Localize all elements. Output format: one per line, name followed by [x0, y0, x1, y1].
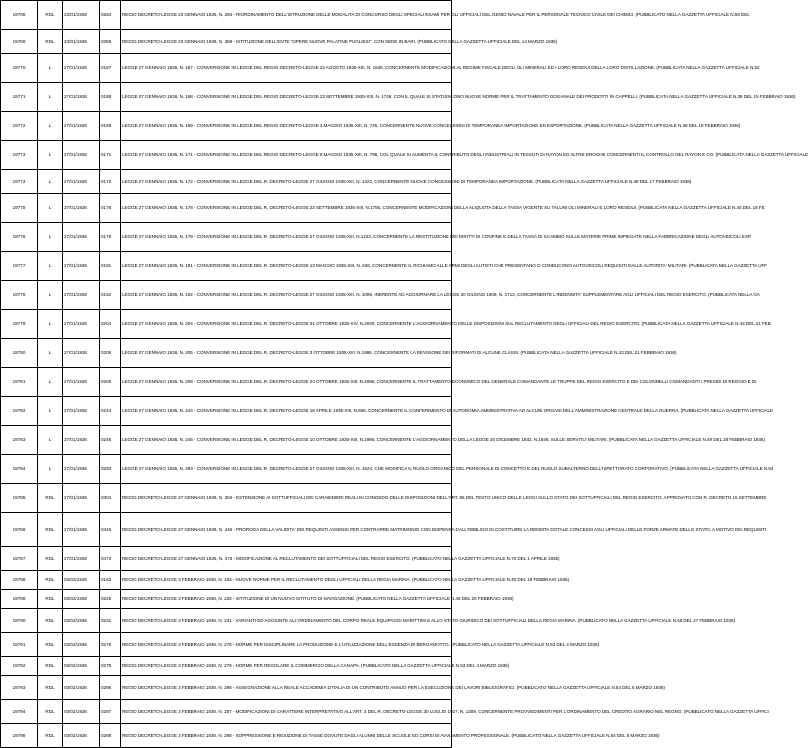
entry-number: 19785: [1, 484, 38, 513]
act-number: 0204: [100, 310, 121, 339]
act-date: 23/01/1936: [63, 1, 100, 30]
act-description: REGIO DECRETO-LEGGE 27 GENNAIO 1936, N. 473 - MODIFICAZIONE AL RECLUTAMENTO DEI SOTTUFFICIALI DEL REGIO ESERCITO. (PUBBLICATO NELLA GAZZETTA UFFICIALE N.70 DEL 1 APRILE 1936): [121, 547, 452, 571]
entry-number: 19772: [1, 112, 38, 141]
act-date: 27/01/1936: [63, 513, 100, 547]
table-row: [1, 676, 452, 700]
act-description: LEGGE 27 GENNAIO 1936, N. 191 - CONVERSIONE IN LEGGE DEL R. DECRETO-LEGGE 13 MAGGIO 1935-XIII, N. 636, CONCERNENTE IL RICHIAMO ALLE ARMI DEGLI AUTISTI CHE PRESENTANO O CONDUCONO AUTOVEICOLI REQUISITI DALLE AUTORITA' MILITARI. (PUBBLICATA NELLA GAZZETTA UFF: [121, 252, 452, 281]
entry-number: 19769: [1, 30, 38, 54]
act-date: 03/02/1936: [63, 609, 100, 633]
act-date: 27/01/1936: [63, 455, 100, 484]
table-row: [1, 368, 452, 397]
act-number: 0188: [100, 83, 121, 112]
entry-number: 19783: [1, 426, 38, 455]
table-row: [1, 54, 452, 83]
act-description: LEGGE 27 GENNAIO 1936, N. 204 - CONVERSIONE IN LEGGE DEL R. DECRETO-LEGGE 31 OTTOBRE 1935-XIV, N.2030, CONCERNENTE L'AGGIORNAMENTO DELLE DISPOSIZIONI SUL RECLUTAMENTO DEGLI UFFICIALI DEL REGIO ESERCITO. (PUBBLICATA NELLA GAZZETTA UFFICIALE N.43 DEL 21 FEB: [121, 310, 452, 339]
act-number: 0179: [100, 223, 121, 252]
act-type: RDL: [38, 724, 63, 748]
table-row: [1, 83, 452, 112]
act-description: REGIO DECRETO-LEGGE 3 FEBBRAIO 1936, N. 279 - NORME PER REGOLARE IL COMMERCIO DELLA CANAPA. (PUBBLICATO NELLA GAZZETTA UFFICIALE N.53 DEL 4 MARZO 1936): [121, 657, 452, 676]
table-row: [1, 141, 452, 170]
act-type: L: [38, 339, 63, 368]
act-date: 27/01/1936: [63, 54, 100, 83]
act-date: 03/02/1936: [63, 571, 100, 590]
act-type: RDL: [38, 513, 63, 547]
act-description: REGIO DECRETO-LEGGE 23 GENNAIO 1936, N. 359 - ISTITUZIONE DELL'ENTE "OPERE NUOVE PALATINE PUGLIESI", CON SEDE IN BARI. (PUBBLICATO NELLA GAZZETTA UFFICIALE DEL 14 MARZO 1936): [121, 30, 452, 54]
entry-number: 19778: [1, 281, 38, 310]
table-row: [1, 700, 452, 724]
entry-number: 19787: [1, 547, 38, 571]
act-description: REGIO DECRETO-LEGGE 27 GENNAIO 1936, N. 446 - PROROGA DELLA VALIDITA' DEI REQUISITI ASSENSI PER CONTRARRE MATRIMONIO CON DISPENSA DALL'OBBLIGO DI COSTITUIRE LA RENDITA DOTALE CONCESSI AGLI UFFICIALI DELLE FORZE ARMATE DELLO STATO, A MOTIVO DEI REQUISITI: [121, 513, 452, 547]
entry-number: 19771: [1, 83, 38, 112]
act-date: 03/02/1936: [63, 724, 100, 748]
act-description: LEGGE 27 GENNAIO 1936, N. 188 - CONVERSIONE IN LEGGE DEL REGIO DECRETO-LEGGE 23 SETTEMBRE 1935-XIII, N. 1746, CON IL QUALE SI STATUISCONO NUOVE NORME PER IL TRATTAMENTO DOGANALE DEI PRODOTTI IN CAPPELLI. (PUBBLICATA NELLA GAZZETTA UFFICIALE N.38 DEL 15 FEBBRAIO 1936): [121, 83, 452, 112]
act-type: L: [38, 426, 63, 455]
entry-number: 19775: [1, 194, 38, 223]
act-date: 27/01/1936: [63, 397, 100, 426]
act-number: 0192: [100, 281, 121, 310]
table-row: [1, 223, 452, 252]
act-type: L: [38, 54, 63, 83]
act-number: 0287: [100, 700, 121, 724]
act-type: RDL: [38, 30, 63, 54]
act-type: RDL: [38, 1, 63, 30]
entry-number: 19792: [1, 657, 38, 676]
act-description: REGIO DECRETO-LEGGE 27 GENNAIO 1936, N. 304 - ESTENSIONE AI SOTTUFFICIALI DEI CARABINIERI REALI IN CONGEDO DELLE DISPOSIZIONI DELL'ART. 86 DEL TESTO UNICO DELLE LEGGI SULLO STATO DEI SOTTUFFICIALI DEL REGIO ESERCITO, APPROVATO CON R. DECRETO 15 SETTEMBRE: [121, 484, 452, 513]
act-description: LEGGE 27 GENNAIO 1936, N. 293 - CONVERSIONE IN LEGGE DEL R. DECRETO-LEGGE 27 GIUGNO 1935-XIII, N. 1524, CHE MODIFICA IL RUOLO ORGANICO DEL PERSONALE DI CONCETTO E DEL RUOLO SUBALTERNO DELL'ISPETTORATO CORPORATIVO. (PUBBLICATA NELLA GAZZETTA UFFICIALE N.54: [121, 455, 452, 484]
entry-number: 19776: [1, 223, 38, 252]
table-row: [1, 170, 452, 194]
entry-number: 19790: [1, 609, 38, 633]
act-number: 0191: [100, 252, 121, 281]
act-date: 27/01/1936: [63, 141, 100, 170]
table-row: [1, 609, 452, 633]
act-description: LEGGE 27 GENNAIO 1936, N. 205 - CONVERSIONE IN LEGGE DEL R. DECRETO-LEGGE 3 OTTOBRE 1935-XIII, N.1986, CONCERNENTE LA REVISIONE DEI RIFORMATI DI ALCUNE CLASSI. (PUBBLICATA NELLA GAZZETTA UFFICIALE N.43 DEL 21 FEBBRAIO 1936): [121, 339, 452, 368]
table-row: [1, 252, 452, 281]
act-date: 27/01/1936: [63, 310, 100, 339]
act-number: 0206: [100, 368, 121, 397]
act-number: 0169: [100, 112, 121, 141]
act-type: RDL: [38, 700, 63, 724]
table-row: [1, 281, 452, 310]
act-number: 0225: [100, 590, 121, 609]
act-type: L: [38, 455, 63, 484]
act-type: RDL: [38, 590, 63, 609]
entry-number: 19782: [1, 397, 38, 426]
entry-number: 19770: [1, 54, 38, 83]
act-number: 0183: [100, 571, 121, 590]
act-date: 03/02/1936: [63, 657, 100, 676]
act-date: 03/02/1936: [63, 700, 100, 724]
entry-number: 19774: [1, 170, 38, 194]
act-date: 23/01/1936: [63, 30, 100, 54]
entry-number: 19794: [1, 700, 38, 724]
table-row: [1, 513, 452, 547]
act-date: 27/01/1936: [63, 368, 100, 397]
act-description: REGIO DECRETO-LEGGE 3 FEBBRAIO 1936, N. 276 - NORME PER DISCIPLINARE LA PRODUZIONE E L'UTILIZZAZIONE DELL'ESSENZA DI BERGAMOTTO. (PUBBLICATO NELLA GAZZETTA UFFICIALE N.53 DEL 4 MARZO 1936): [121, 633, 452, 657]
act-description: REGIO DECRETO-LEGGE 3 FEBBRAIO 1936, N. 225 - ISTITUZIONE DI UN NUOVO ISTITUTO DI NAVIGAZIONE. (PUBBLICATO NELLA GAZZETTA UFFICIALE N.46 DEL 25 FEBBRAIO 1936): [121, 590, 452, 609]
entry-number: 19789: [1, 590, 38, 609]
act-type: L: [38, 281, 63, 310]
table-row: [1, 547, 452, 571]
table-row: [1, 571, 452, 590]
act-description: REGIO DECRETO-LEGGE 3 FEBBRAIO 1936, N. 286 - ASSEGNAZIONE ALLA REALE ACCADEMIA D'ITALIA DI UN CONTRIBUTO ANNUO PER LA ESECUZIONE DEI LAVORI BIBLIOGRAFICI. (PUBBLICATO NELLA GAZZETTA UFFICIALE N.54 DEL 5 MARZO 1936): [121, 676, 452, 700]
act-description: REGIO DECRETO-LEGGE 3 FEBBRAIO 1936, N. 287 - MODIFICAZIONI DI CARATTERE INTERPRETATIVO ALL'ART. 2 DEL R. DECRETO-LEGGE 30 LUGLIO 1927, N. 1309, CONCERNENTE PROVVEDIMENTI PER L'ORDINAMENTO DEL CREDITO AGRARIO NEL REGNO. (PUBBLICATO NELLA GAZZETTA UFFICI: [121, 700, 452, 724]
act-date: 03/02/1936: [63, 590, 100, 609]
act-date: 03/02/1936: [63, 676, 100, 700]
entry-number: 19777: [1, 252, 38, 281]
entry-number: 19773: [1, 141, 38, 170]
table-row: [1, 455, 452, 484]
act-number: 0286: [100, 676, 121, 700]
act-type: RDL: [38, 571, 63, 590]
act-number: 0246: [100, 426, 121, 455]
act-description: LEGGE 27 GENNAIO 1936, N. 187 - CONVERSIONE IN LEGGE DEL REGIO DECRETO-LEGGE 23 AGOSTO 1935-XIII, N. 1536, CONCERNENTE MODIFICAZIONI AL REGIME FISCALE DEGLI OLI MINERALI ED I LORO RESIDUI DELLA LORO DISTILLAZIONE. (PUBBLICATA NELLA GAZZETTA UFFICIALE N.52: [121, 54, 452, 83]
act-date: 27/01/1936: [63, 194, 100, 223]
table-row: [1, 310, 452, 339]
table-row: [1, 426, 452, 455]
act-number: 0171: [100, 141, 121, 170]
act-description: LEGGE 27 GENNAIO 1936, N. 206 - CONVERSIONE IN LEGGE DEL R. DECRETO-LEGGE 24 OTTOBRE 1935-XIII, N.2096, CONCERNENTE IL TRATTAMENTO ECONOMICO DEL GENERALE COMANDANTE LE TRUPPE DEL REGIO ESERCITO E DEI COLONNELLI COMANDANTI I PRESIDI DI REGGIO E DI: [121, 368, 452, 397]
act-number: 0284: [100, 1, 121, 30]
act-number: 0359: [100, 30, 121, 54]
act-description: LEGGE 27 GENNAIO 1936, N. 171 - CONVERSIONE IN LEGGE DEL REGIO DECRETO-LEGGE 9 MAGGIO 1935-XIII, N. 796, COL QUALE SI AUMENTA IL CONTRIBUTO DEGLI INDUSTRIALI IN TESSUTI DI RAYON ED ALTRE DROGHE CONCERNENTI IL CONTROLLO DEL RAYON E CO. (PUBBLICATA NELLA GAZZETTA UFFICIALE: [121, 141, 452, 170]
act-description: LEGGE 27 GENNAIO 1936, N. 192 - CONVERSIONE IN LEGGE DEL R. DECRETO-LEGGE 27 GIUGNO 1935-XIII, N. 1096, INERENTE AD AGGIORNARE LA LEGGE 20 GIUGNO 1909, N. 1713, CONCERNENTE L'INDENNITA' SUPPLEMENTARE AGLI UFFICIALI DEL REGIO ESERCITO. (PUBBLICATA NELLA GA: [121, 281, 452, 310]
act-date: 27/01/1936: [63, 170, 100, 194]
act-type: L: [38, 223, 63, 252]
table-row: [1, 194, 452, 223]
entry-number: 19779: [1, 310, 38, 339]
act-number: 0187: [100, 54, 121, 83]
act-type: L: [38, 141, 63, 170]
act-type: L: [38, 368, 63, 397]
table-row: [1, 339, 452, 368]
act-number: 0293: [100, 455, 121, 484]
act-date: 27/01/1936: [63, 484, 100, 513]
act-date: 03/02/1936: [63, 633, 100, 657]
act-type: RDL: [38, 547, 63, 571]
act-number: 0231: [100, 609, 121, 633]
act-date: 27/01/1936: [63, 281, 100, 310]
act-date: 27/01/1936: [63, 426, 100, 455]
act-date: 27/01/1936: [63, 83, 100, 112]
entry-number: 19768: [1, 1, 38, 30]
table-row: [1, 484, 452, 513]
act-number: 0178: [100, 194, 121, 223]
entry-number: 19788: [1, 571, 38, 590]
act-description: LEGGE 27 GENNAIO 1936, N. 179 - CONVERSIONE IN LEGGE DEL R. DECRETO-LEGGE 27 GIUGNO 1935-XIII, N.1223, CONCERNENTE LA RESTITUZIONE DEI DIRITTI DI CONFINE E DELLA TASSA DI SCAMBIO SULLE MATERIE PRIME IMPIEGATE NELLA FABBRICAZIONE DEGLI AUTOVEICOLI ESP.: [121, 223, 452, 252]
entry-number: 19795: [1, 724, 38, 748]
act-type: RDL: [38, 676, 63, 700]
table-row: [1, 397, 452, 426]
act-description: LEGGE 27 GENNAIO 1936, N. 244 - CONVERSIONE IN LEGGE DEL R. DECRETO-LEGGE 18 APRILE 1935-XIII, N.665, CONCERNENTE IL CONFERIMENTO DI AUTONOMIA AMMINISTRATIVA AD ALCUNI ORGANI DELL'AMMINISTRAZIONE CENTRALE DELLA GUERRA. (PUBBLICATA NELLA GAZZETTA UFFICIALE: [121, 397, 452, 426]
act-description: REGIO DECRETO-LEGGE 23 GENNAIO 1936, N. 284 - RIORDINAMENTO DELL'ISTRUZIONE DELLE MODALITA DI CONCORSO DEGLI SPECIALI ESAMI PER GLI UFFICIALI DEL GENIO NAVALE PER IL PERSONALE TECNICO CIVILE DEI CHIMICI. (PUBBLICATO NELLA GAZZETTA UFFICIALE N.59 DEL: [121, 1, 452, 30]
act-number: 0446: [100, 513, 121, 547]
act-type: RDL: [38, 484, 63, 513]
act-description: LEGGE 27 GENNAIO 1936, N. 246 - CONVERSIONE IN LEGGE DEL R. DECRETO-LEGGE 10 OTTOBRE 1935-XIII, N.1986, CONCERNENTE L'AGGIORNAMENTO DELLA LEGGE 20 DICEMBRE 1932, N.1849, SULLE SERVITU' MILITARI. (PUBBLICATA NELLA GAZZETTA UFFICIALE N.49 DEL 28 FEBBRAIO 1936): [121, 426, 452, 455]
table-row: [1, 30, 452, 54]
act-number: 0288: [100, 724, 121, 748]
act-type: RDL: [38, 609, 63, 633]
act-type: L: [38, 397, 63, 426]
act-date: 27/01/1936: [63, 112, 100, 141]
act-type: L: [38, 83, 63, 112]
table-row: [1, 590, 452, 609]
act-date: 27/01/1936: [63, 339, 100, 368]
table-row: [1, 1, 452, 30]
table-row: [1, 724, 452, 748]
act-description: REGIO DECRETO-LEGGE 3 FEBBRAIO 1936, N. 183 - NUOVE NORME PER IL RECLUTAMENTO DEGLI UFFICIALI DELLA REGIA MARINA. (PUBBLICATO NELLA GAZZETTA UFFICIALE N.40 DEL 18 FEBBRAIO 1936): [121, 571, 452, 590]
act-number: 0276: [100, 633, 121, 657]
act-description: REGIO DECRETO-LEGGE 3 FEBBRAIO 1936, N. 288 - SOPPRESSIONE E RIDUZIONE DI TASSE DOVUTE DAGLI ALUNNI DELLE SCUOLE ED CORSI DI AVVIAMENTO PROFESSIONALE. (PUBBLICATO NELLA GAZZETTA UFFICIALE N.54 DEL 5 MARZO 1936): [121, 724, 452, 748]
act-description: LEGGE 27 GENNAIO 1936, N. 169 - CONVERSIONE IN LEGGE DEL REGIO DECRETO-LEGGE 3 MAGGIO 1935-XIII, N. 725, CONCERNENTE NUOVE CONCESSIONI DI TEMPORANEA IMPORTAZIONE ED ESPORTAZIONE. (PUBBLICATA NELLA GAZZETTA UFFICIALE N.38 DEL 15 FEBBRAIO 1936): [121, 112, 452, 141]
act-type: L: [38, 252, 63, 281]
act-type: L: [38, 170, 63, 194]
act-type: RDL: [38, 633, 63, 657]
act-number: 0304: [100, 484, 121, 513]
act-date: 27/01/1936: [63, 223, 100, 252]
act-date: 27/01/1936: [63, 252, 100, 281]
act-description: LEGGE 27 GENNAIO 1936, N. 178 - CONVERSIONE IN LEGGE DEL R. DECRETO-LEGGE 23 SETTEMBRE 1935-XIII, N.1755, CONCERNENTE MODIFICAZIONI DELLA ALIQUOTA DELLA TASSA VIGENTE SU TALUNI OLI MINERALI E LORO RESIDUI. (PUBBLICATA NELLA GAZZETTA UFFICIALE N.40 DEL 18 FE: [121, 194, 452, 223]
entry-number: 19784: [1, 455, 38, 484]
act-description: REGIO DECRETO-LEGGE 3 FEBBRAIO 1936, N. 231 - VARIANTI ED AGGIUNTE ALL'ORDINAMENTO DEL CORPO REALE EQUIPAGGI MARITTIMI E ALLO STATO GIURIDICO DEI SOTTUFFICIALI DELLA REGIA MARINA. (PUBBLICATO NELLA GAZZETTA UFFICIALE N.48 DEL 27 FEBBRAIO 1936): [121, 609, 452, 633]
table-row: [1, 657, 452, 676]
act-description: LEGGE 27 GENNAIO 1936, N. 172 - CONVERSIONE IN LEGGE DEL R. DECRETO-LEGGE 27 GIUGNO 1935-XIII, N. 1322, CONCERNENTE NUOVE CONCESSIONI DI TEMPORANEA IMPORTAZIONE. (PUBBLICATA NELLA GAZZETTA UFFICIALE N.39 DEL 17 FEBBRAIO 1936): [121, 170, 452, 194]
entry-number: 19781: [1, 368, 38, 397]
act-number: 0172: [100, 170, 121, 194]
act-number: 0473: [100, 547, 121, 571]
act-type: L: [38, 194, 63, 223]
act-number: 0279: [100, 657, 121, 676]
act-date: 27/01/1936: [63, 547, 100, 571]
entry-number: 19793: [1, 676, 38, 700]
entry-number: 19786: [1, 513, 38, 547]
act-type: RDL: [38, 657, 63, 676]
table-row: [1, 112, 452, 141]
act-type: L: [38, 112, 63, 141]
table-row: [1, 633, 452, 657]
entry-number: 19791: [1, 633, 38, 657]
entry-number: 19780: [1, 339, 38, 368]
act-number: 0244: [100, 397, 121, 426]
act-number: 0205: [100, 339, 121, 368]
act-type: L: [38, 310, 63, 339]
